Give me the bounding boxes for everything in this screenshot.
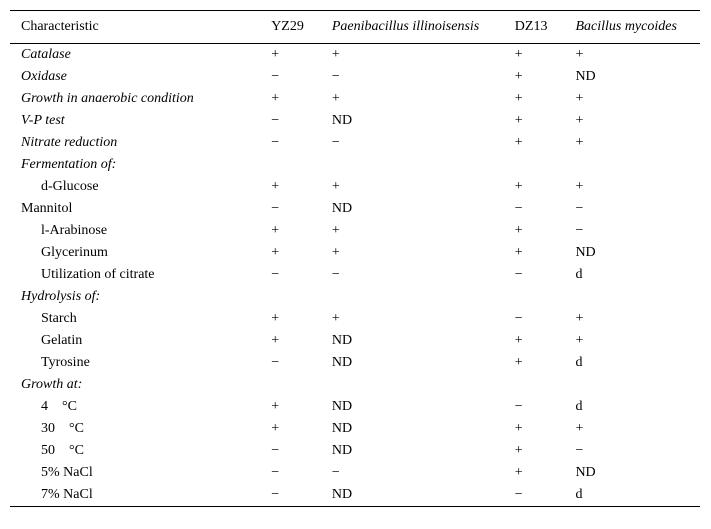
cell-dz13: + [514,179,523,194]
row-label: 5% NaCl [41,465,93,480]
cell-bacillus-mycoides: + [575,333,584,348]
table-row [10,242,700,264]
cell-paenibacillus: − [331,69,340,84]
row-label: 7% NaCl [41,487,93,502]
table-row [10,396,700,418]
cell-yz29: + [271,421,280,436]
row-label: 4 °C [41,399,77,414]
section-label: Hydrolysis of: [21,289,101,304]
cell-paenibacillus [332,154,515,176]
cell-dz13: − [514,201,523,216]
cell-yz29: + [271,223,280,238]
section-label: Fermentation of: [21,157,117,172]
cell-dz13: + [514,69,523,84]
cell-yz29: + [271,399,280,414]
cell-paenibacillus: ND [331,443,353,458]
cell-paenibacillus: ND [331,355,353,370]
table-row [10,264,700,286]
cell-bacillus-mycoides: ND [575,245,596,260]
row-label: Utilization of citrate [41,267,155,282]
table-row [10,66,700,88]
row-label: Starch [41,311,77,326]
cell-bacillus-mycoides: d [575,487,583,502]
cell-dz13: + [514,113,523,128]
cell-bacillus-mycoides: d [575,267,583,282]
cell-dz13: − [514,399,523,414]
cell-yz29: − [271,113,280,128]
cell-paenibacillus [332,374,515,396]
row-label: Oxidase [21,69,67,84]
cell-yz29: − [271,487,280,502]
cell-yz29: − [271,201,280,216]
cell-paenibacillus: + [331,223,340,238]
cell-yz29: + [271,91,280,106]
cell-dz13: + [514,333,523,348]
header-row [10,11,700,44]
cell-dz13: + [514,465,523,480]
cell-paenibacillus: ND [331,421,353,436]
row-label: Glycerinum [41,245,108,260]
cell-bacillus-mycoides [575,374,700,396]
table-row [10,44,700,67]
cell-bacillus-mycoides: − [575,223,584,238]
cell-bacillus-mycoides: ND [575,69,596,84]
characteristics-table-container [10,10,700,507]
cell-yz29: − [271,465,280,480]
cell-dz13: − [514,487,523,502]
row-label: V-P test [21,113,65,128]
cell-paenibacillus: + [331,91,340,106]
row-label: Nitrate reduction [21,135,118,150]
cell-paenibacillus: − [331,267,340,282]
cell-bacillus-mycoides: + [575,311,584,326]
cell-dz13: − [514,311,523,326]
cell-bacillus-mycoides: + [575,135,584,150]
row-label: Gelatin [41,333,83,348]
characteristics-table [10,10,700,507]
table-row [10,330,700,352]
cell-bacillus-mycoides: + [575,421,584,436]
cell-dz13: + [514,245,523,260]
cell-yz29: − [271,69,280,84]
cell-dz13: + [514,135,523,150]
table-row [10,462,700,484]
cell-paenibacillus: ND [331,113,353,128]
table-row [10,220,700,242]
row-label: Tyrosine [41,355,90,370]
cell-yz29: + [271,179,280,194]
cell-dz13: + [514,47,523,62]
cell-paenibacillus: ND [331,487,353,502]
cell-bacillus-mycoides: + [575,179,584,194]
cell-paenibacillus: − [331,465,340,480]
cell-paenibacillus: ND [331,201,353,216]
row-label: 30 °C [41,421,84,436]
cell-yz29: − [271,355,280,370]
cell-paenibacillus: ND [331,333,353,348]
cell-paenibacillus: + [331,245,340,260]
cell-bacillus-mycoides: ND [575,465,596,480]
header-dz13: DZ13 [514,19,548,34]
cell-yz29: − [271,135,280,150]
table-row [10,198,700,220]
cell-dz13 [515,374,576,396]
cell-yz29: + [271,333,280,348]
cell-dz13: + [514,223,523,238]
header-yz29: YZ29 [271,19,304,34]
table-row [10,440,700,462]
table-row [10,418,700,440]
cell-dz13: + [514,443,523,458]
cell-yz29 [271,374,332,396]
cell-yz29 [271,286,332,308]
cell-dz13: − [514,267,523,282]
row-label: 50 °C [41,443,84,458]
table-row [10,484,700,507]
cell-bacillus-mycoides: d [575,355,583,370]
table-section-row [10,374,700,396]
cell-paenibacillus: + [331,179,340,194]
cell-paenibacillus: ND [331,399,353,414]
cell-dz13: + [514,355,523,370]
table-row [10,110,700,132]
header-paenibacillus: Paenibacillus illinoisensis [331,19,480,34]
table-row [10,308,700,330]
cell-yz29 [271,154,332,176]
section-label: Growth at: [21,377,83,392]
cell-dz13 [515,154,576,176]
cell-dz13 [515,286,576,308]
row-label: Growth in anaerobic condition [21,91,194,106]
cell-bacillus-mycoides: − [575,201,584,216]
cell-bacillus-mycoides: d [575,399,583,414]
row-label: d-Glucose [41,179,99,194]
cell-yz29: + [271,311,280,326]
cell-paenibacillus: + [331,311,340,326]
row-label: Mannitol [21,201,73,216]
cell-yz29: − [271,443,280,458]
cell-dz13: + [514,421,523,436]
cell-bacillus-mycoides: + [575,91,584,106]
table-section-row [10,154,700,176]
table-section-row [10,286,700,308]
cell-paenibacillus [332,286,515,308]
table-row [10,176,700,198]
cell-yz29: − [271,267,280,282]
cell-dz13: + [514,91,523,106]
cell-paenibacillus: − [331,135,340,150]
header-bacillus-mycoides: Bacillus mycoides [575,19,677,34]
cell-bacillus-mycoides: + [575,113,584,128]
header-characteristic: Characteristic [21,19,99,34]
row-label: l-Arabinose [41,223,108,238]
cell-bacillus-mycoides [575,154,700,176]
cell-bacillus-mycoides: + [575,47,584,62]
cell-bacillus-mycoides [575,286,700,308]
cell-bacillus-mycoides: − [575,443,584,458]
cell-paenibacillus: + [331,47,340,62]
table-row [10,88,700,110]
cell-yz29: + [271,245,280,260]
table-row [10,132,700,154]
table-row [10,352,700,374]
row-label: Catalase [21,47,71,62]
cell-yz29: + [271,47,280,62]
